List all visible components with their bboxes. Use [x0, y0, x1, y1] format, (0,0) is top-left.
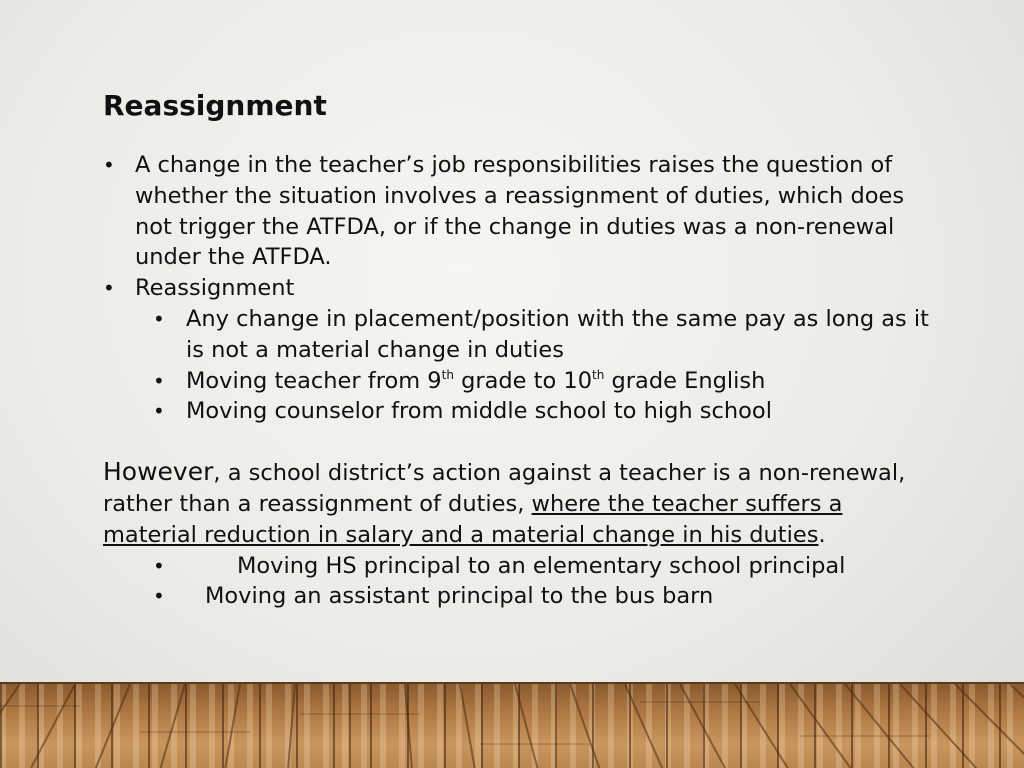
however-text: , a school district’s action against a teacher is a non-renewal, rather than a reassignment of duties, [103, 460, 906, 517]
however-end: . [818, 521, 826, 548]
sub-bullet-list [135, 304, 933, 427]
bullet-icon: • [153, 399, 165, 424]
sub-bullet-text-part: grade to 10 [453, 367, 593, 394]
bullet-icon: • [153, 306, 165, 331]
wood-plank-lines [0, 684, 1024, 768]
list-item [103, 273, 933, 427]
sub-bullet-text: Any change in placement/position with the same pay as long as it is not a material change in duties [186, 305, 930, 363]
however-paragraph [103, 457, 933, 550]
bullet-text: Reassignment [135, 275, 295, 302]
example-item [103, 551, 933, 582]
bullet-icon: • [153, 584, 165, 609]
example-text: Moving HS principal to an elementary school principal [237, 552, 846, 579]
list-item [103, 150, 933, 273]
sub-list-item [135, 396, 933, 427]
bullet-list [103, 150, 933, 427]
bullet-icon: • [153, 553, 165, 578]
sub-bullet-text: Moving counselor from middle school to high school [186, 398, 772, 425]
example-item [103, 581, 933, 612]
example-list [103, 551, 933, 613]
sub-list-item [135, 304, 933, 366]
slide-content [103, 86, 933, 612]
bullet-icon: • [103, 276, 115, 301]
however-underlined-text: where the teacher suffers a material reduction in salary and a material change in his duties [103, 490, 843, 548]
sub-bullet-text-part: Moving teacher from 9 [186, 367, 442, 394]
bullet-icon: • [103, 153, 115, 177]
wood-floor-decoration [0, 682, 1024, 768]
slide-title: Reassignment [103, 89, 327, 122]
superscript: th [592, 367, 605, 382]
bullet-text: A change in the teacher’s job responsibilities raises the question of whether the situation involves a reassignment of duties, which does not trigger the ATFDA, or if the change in duties was a non-renewal under the ATFDA. [135, 152, 905, 271]
bullet-icon: • [153, 368, 165, 393]
sub-bullet-text-part: grade English [604, 367, 766, 394]
example-text: Moving an assistant principal to the bus barn [205, 583, 714, 610]
however-lead: However [103, 457, 214, 487]
sub-list-item [135, 366, 933, 397]
superscript: th [441, 367, 454, 382]
